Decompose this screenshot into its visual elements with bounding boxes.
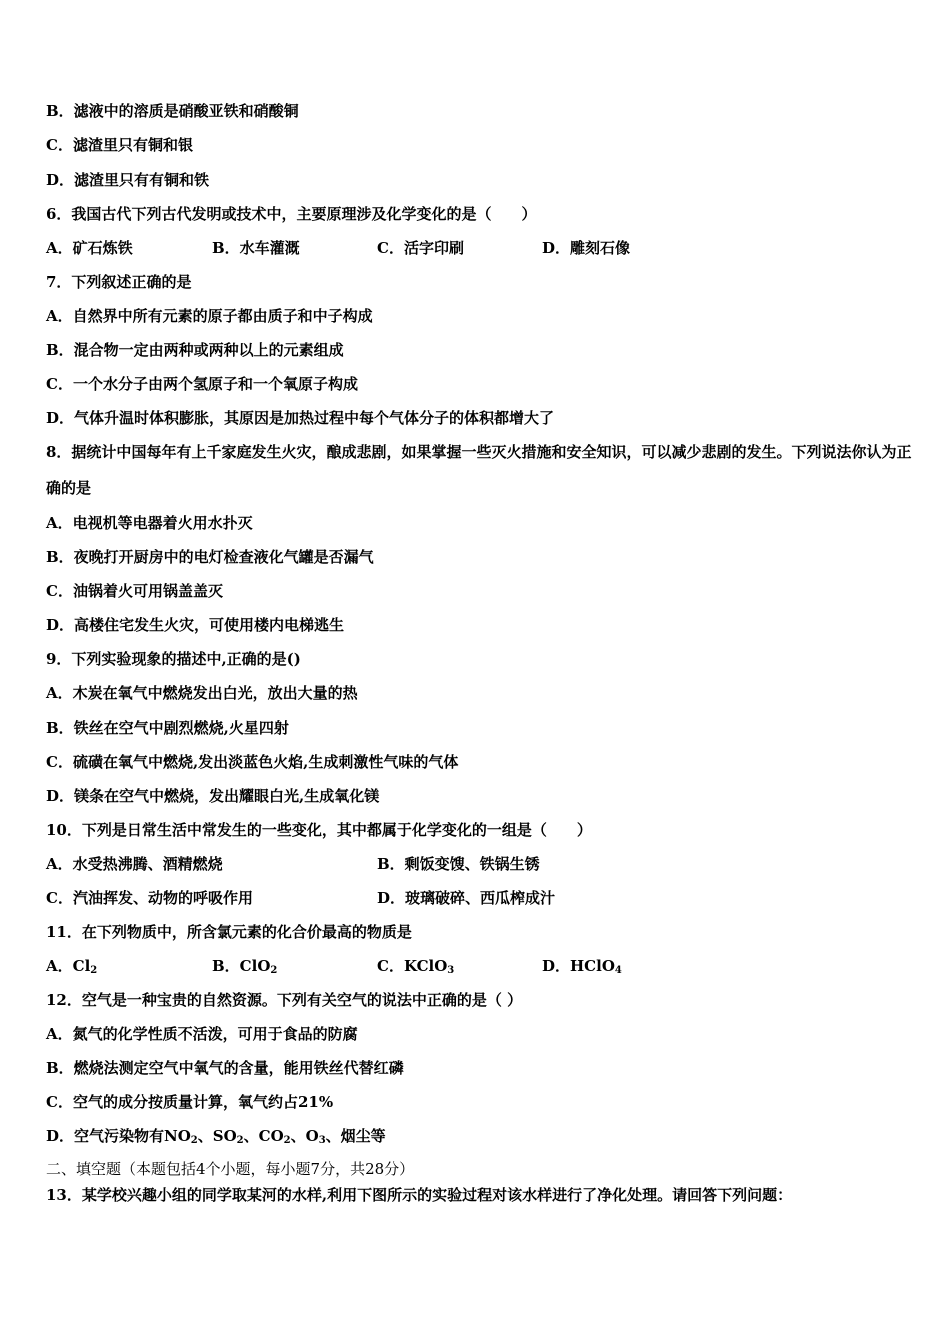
option-q10-a: A．水受热沸腾、酒精燃烧	[46, 855, 223, 873]
option-q5-b: B．滤液中的溶质是硝酸亚铁和硝酸铜	[46, 102, 299, 120]
option-q10-b: B．剩饭变馊、铁锅生锈	[377, 855, 540, 873]
option-q5-c: C．滤渣里只有铜和银	[46, 136, 193, 154]
option-q11-c: C．KClO$_3$	[377, 957, 455, 976]
option-q6-a: A．矿石炼铁	[46, 239, 133, 257]
question-8: 8．据统计中国每年有上千家庭发生火灾，酿成悲剧，如果掌握一些灭火措施和安全知识，可以减少悲剧的发生。下列说法你认为正确的是	[46, 443, 912, 497]
option-q12-b: B．燃烧法测定空气中氧气的含量，能用铁丝代替红磷	[46, 1059, 404, 1077]
option-q8-a: A．电视机等电器着火用水扑灭	[46, 514, 253, 532]
question-6: 6．我国古代下列古代发明或技术中，主要原理涉及化学变化的是（ ）	[46, 205, 537, 223]
question-7: 7．下列叙述正确的是	[46, 273, 192, 291]
question-9: 9．下列实验现象的描述中,正确的是()	[46, 650, 301, 668]
question-10: 10．下列是日常生活中常发生的一些变化，其中都属于化学变化的一组是（ ）	[46, 821, 592, 839]
option-q7-c: C．一个水分子由两个氢原子和一个氧原子构成	[46, 375, 358, 393]
question-12: 12．空气是一种宝贵的自然资源。下列有关空气的说法中正确的是（ ）	[46, 991, 523, 1009]
option-q6-b: B．水车灌溉	[212, 239, 300, 257]
option-q11-b: B．ClO$_2$	[212, 957, 278, 976]
section-heading-fill-in: 二、填空题（本题包括4个小题，每小题7分，共28分）	[46, 1160, 415, 1178]
option-q8-c: C．油锅着火可用锅盖盖灭	[46, 582, 223, 600]
question-11: 11．在下列物质中，所含氯元素的化合价最高的物质是	[46, 923, 412, 941]
option-q12-d: D．空气污染物有$NO_2$、$SO_2$、$CO_2$、$O_3$、烟尘等	[46, 1127, 386, 1146]
option-q7-d: D．气体升温时体积膨胀，其原因是加热过程中每个气体分子的体积都增大了	[46, 409, 555, 427]
option-q10-d: D．玻璃破碎、西瓜榨成汁	[377, 889, 556, 907]
option-q9-a: A．木炭在氧气中燃烧发出白光，放出大量的热	[46, 684, 358, 702]
option-q6-d: D．雕刻石像	[542, 239, 631, 257]
option-q8-b: B．夜晚打开厨房中的电灯检查液化气罐是否漏气	[46, 548, 374, 566]
option-q12-c: C．空气的成分按质量计算，氧气约占21%	[46, 1093, 334, 1111]
option-q9-c: C．硫磺在氧气中燃烧,发出淡蓝色火焰,生成刺激性气味的气体	[46, 753, 459, 771]
option-q8-d: D．高楼住宅发生火灾，可使用楼内电梯逃生	[46, 616, 345, 634]
option-q12-a: A．氮气的化学性质不活泼，可用于食品的防腐	[46, 1025, 358, 1043]
option-q7-b: B．混合物一定由两种或两种以上的元素组成	[46, 341, 344, 359]
option-q11-d: D．HClO$_4$	[542, 957, 622, 976]
option-q7-a: A．自然界中所有元素的原子都由质子和中子构成	[46, 307, 373, 325]
option-q9-b: B．铁丝在空气中剧烈燃烧,火星四射	[46, 719, 289, 737]
option-q5-d: D．滤渣里只有有铜和铁	[46, 171, 210, 189]
option-q11-a: A．$Cl_2$	[46, 957, 98, 976]
option-q10-c: C．汽油挥发、动物的呼吸作用	[46, 889, 253, 907]
option-q6-c: C．活字印刷	[377, 239, 464, 257]
question-13: 13．某学校兴趣小组的同学取某河的水样,利用下图所示的实验过程对该水样进行了净化处理。请回答下列问题：	[46, 1186, 793, 1204]
option-q9-d: D．镁条在空气中燃烧，发出耀眼白光,生成氧化镁	[46, 787, 380, 805]
